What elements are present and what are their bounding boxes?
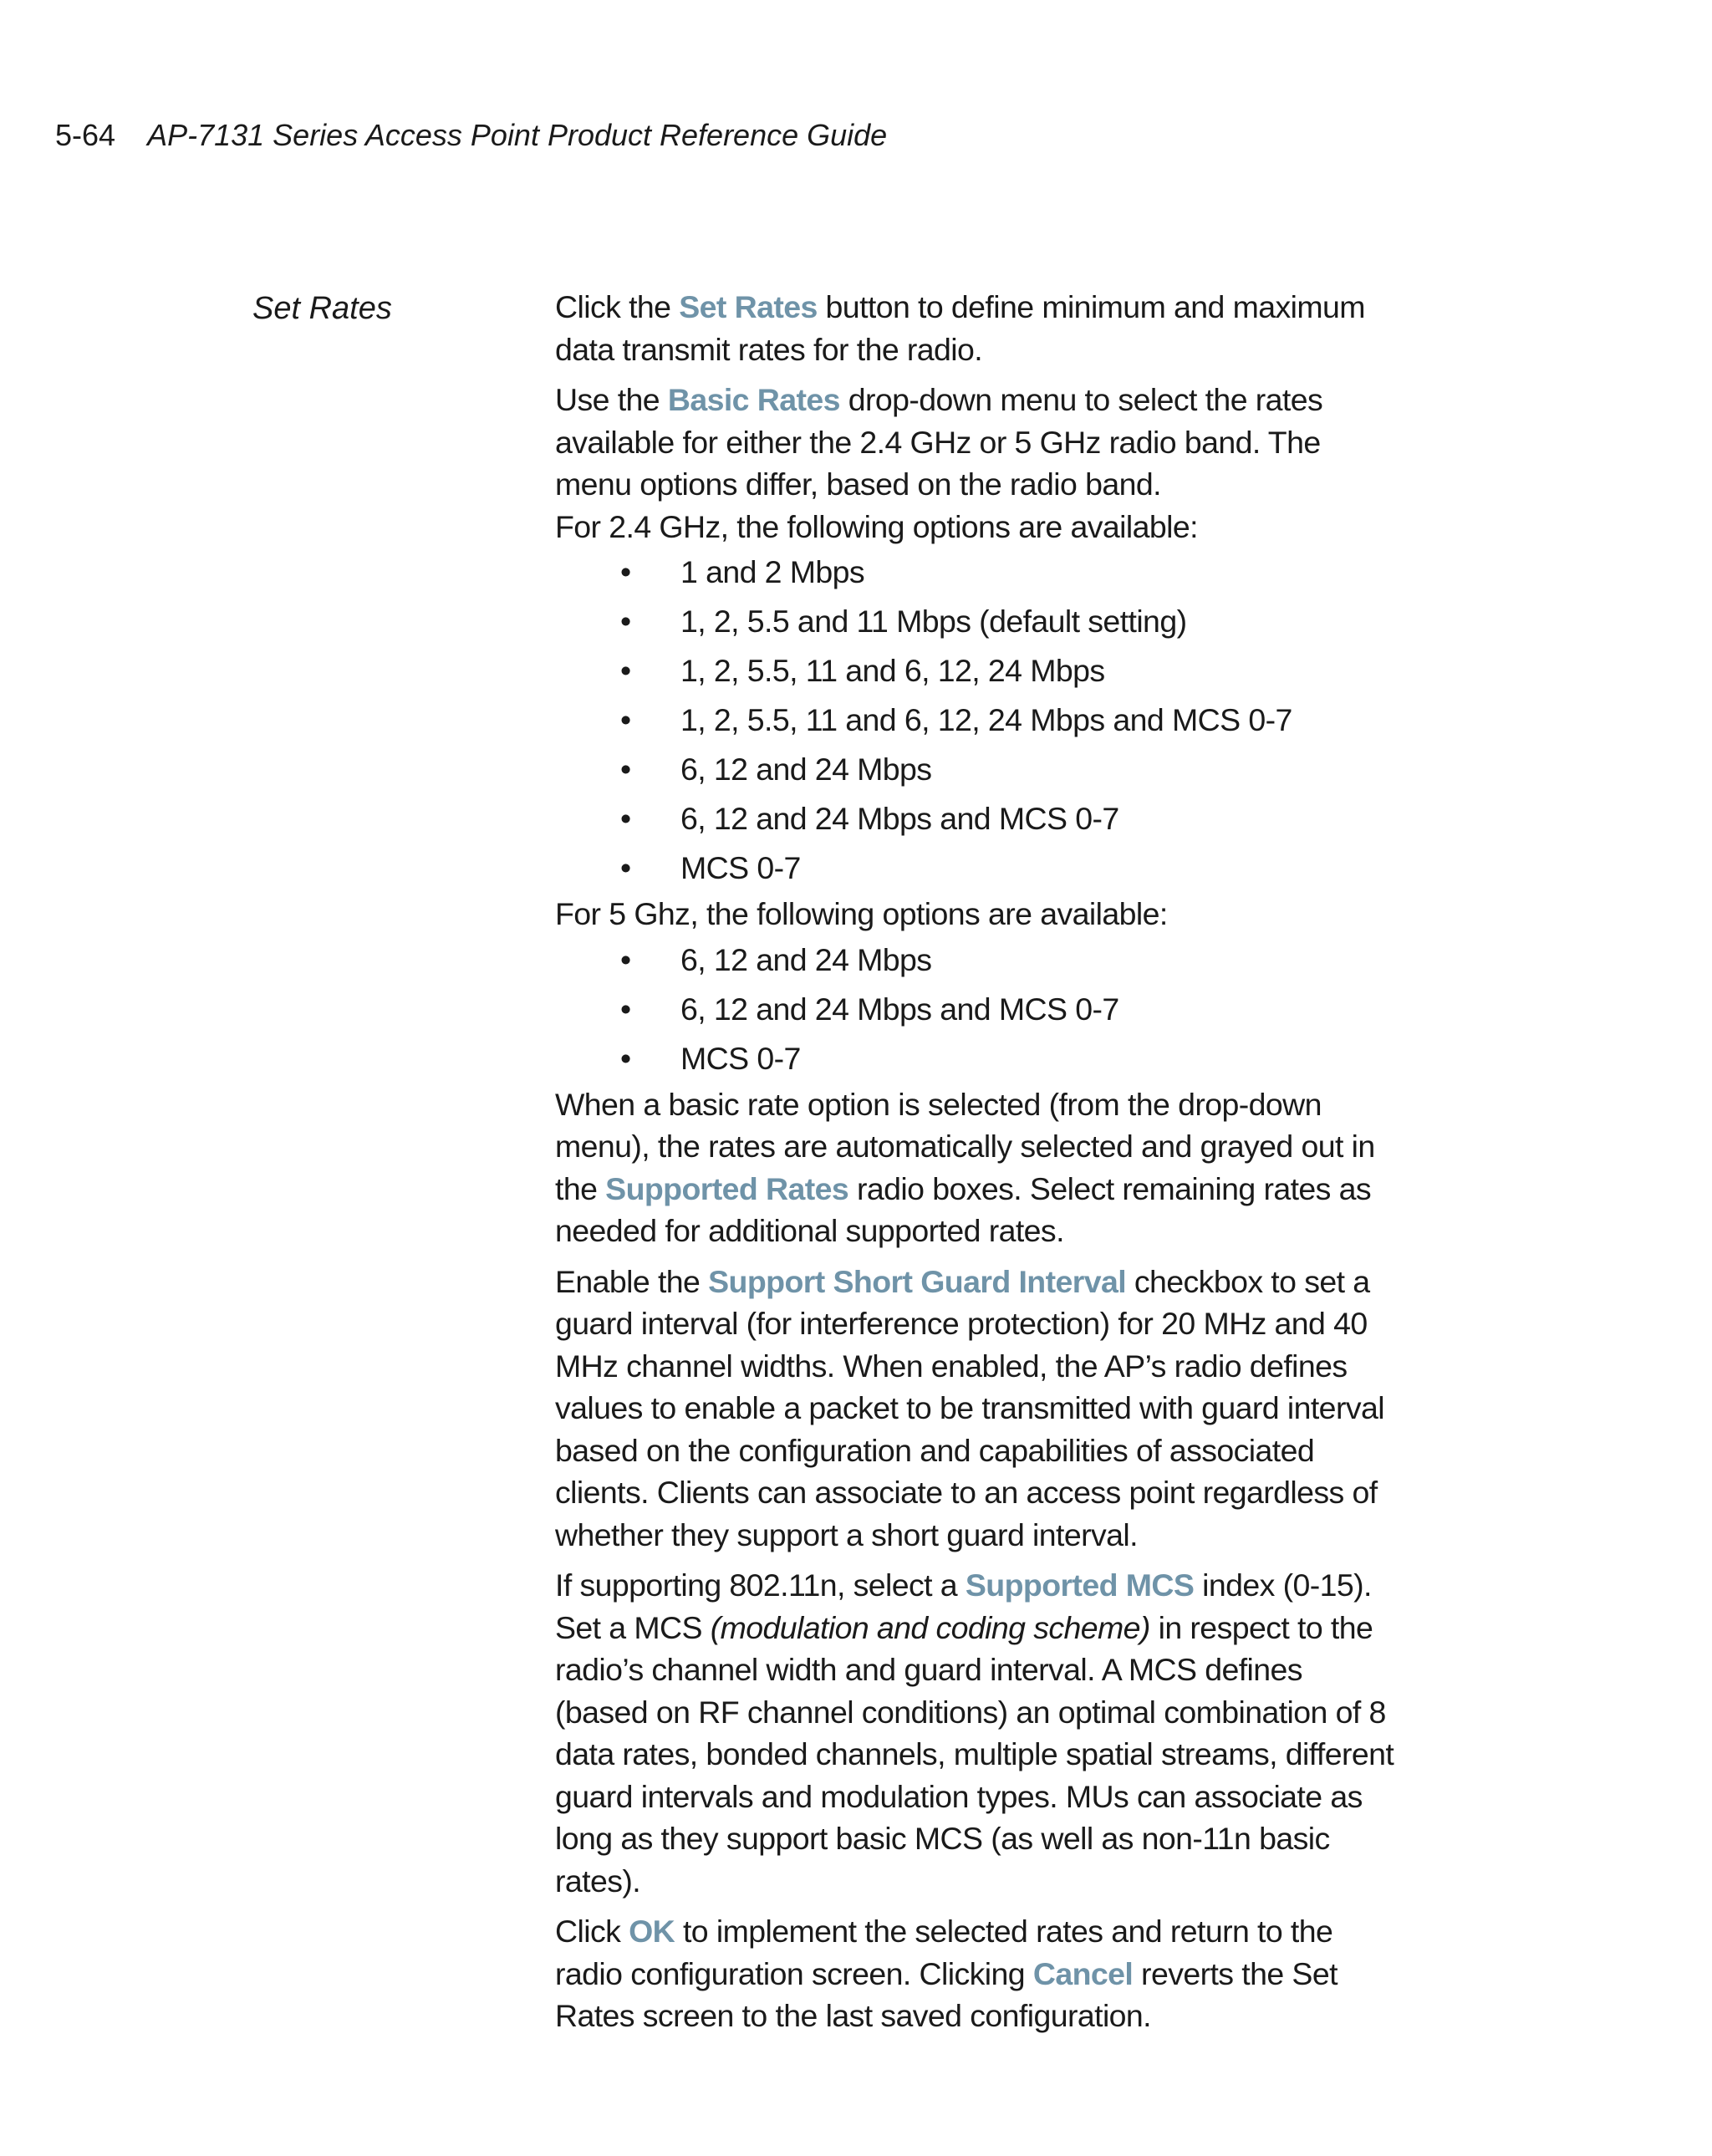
bullet-icon: • — [620, 702, 631, 737]
list-item — [555, 548, 1399, 597]
bullet-icon: • — [620, 801, 631, 836]
list-item — [555, 1034, 1399, 1083]
description-column — [555, 286, 1399, 2046]
supported-rates-paragraph — [555, 1083, 1399, 1252]
text-run: button to define minimum and maximum data transmit rates for the radio. — [555, 289, 1365, 367]
option-text: 1 and 2 Mbps — [680, 554, 865, 589]
list-item — [555, 696, 1399, 745]
supported-rates-keyword: Supported Rates — [605, 1170, 849, 1206]
set-rates-paragraph — [555, 286, 1399, 370]
supported-mcs-paragraph — [555, 1564, 1399, 1902]
term-heading: Set Rates — [252, 291, 392, 326]
option-text: MCS 0-7 — [680, 850, 801, 885]
text-run: checkbox to set a guard interval (for interference protection) for 20 MHz and 40 MHz channel widths. When enabled, the AP’s radio defines values to enable a packet to be transmitted with guard interval based on the configuration and capabilities of associated clients. Clients can associate to an access point regardless of whether they support a short guard interval. — [555, 1263, 1384, 1552]
list-item — [555, 597, 1399, 646]
page-number: 5-64 — [55, 118, 116, 152]
option-text: MCS 0-7 — [680, 1040, 801, 1076]
text-run: index (0-15). Set a MCS — [555, 1567, 1372, 1645]
mcs-definition: (modulation and coding scheme) — [710, 1609, 1150, 1645]
option-text: 1, 2, 5.5, 11 and 6, 12, 24 Mbps — [680, 653, 1105, 688]
ok-cancel-paragraph — [555, 1910, 1399, 2037]
bullet-icon: • — [620, 752, 631, 787]
text-run: drop-down menu to select the rates available for either the 2.4 GHz or 5 GHz radio band. The menu options differ, based on the radio band. — [555, 382, 1323, 502]
text-run: Click the — [555, 289, 680, 324]
bullet-icon: • — [620, 653, 631, 688]
ghz5-options-list — [555, 935, 1399, 1083]
list-item — [555, 844, 1399, 893]
option-text: 6, 12 and 24 Mbps and MCS 0-7 — [680, 801, 1119, 836]
text-run: If supporting 802.11n, select a — [555, 1567, 966, 1603]
ghz24-options-list — [555, 548, 1399, 893]
bullet-icon: • — [620, 554, 631, 589]
set-rates-keyword: Set Rates — [679, 289, 818, 324]
bullet-icon: • — [620, 991, 631, 1027]
bullet-icon: • — [620, 1040, 631, 1076]
supported-mcs-keyword: Supported MCS — [965, 1567, 1195, 1603]
text-run: When a basic rate option is selected (from the drop-down menu), the rates are automatically selected and grayed out in the — [555, 1086, 1375, 1206]
list-item — [555, 646, 1399, 696]
text-run: Use the — [555, 382, 668, 417]
short-guard-interval-keyword: Support Short Guard Interval — [708, 1263, 1127, 1299]
bullet-icon: • — [620, 941, 631, 977]
text-run: to implement the selected rates and return to the radio configuration screen. Clicking — [555, 1914, 1333, 1991]
option-text: 6, 12 and 24 Mbps — [680, 941, 932, 977]
ok-keyword: OK — [629, 1914, 675, 1949]
option-text: 6, 12 and 24 Mbps — [680, 752, 932, 787]
list-item — [555, 794, 1399, 844]
running-header — [55, 117, 887, 154]
text-run: reverts the Set Rates screen to the last saved configuration. — [555, 1955, 1338, 2033]
text-run: Enable the — [555, 1263, 709, 1299]
basic-rates-keyword: Basic Rates — [667, 382, 840, 417]
ghz5-intro: For 5 Ghz, the following options are available: — [555, 896, 1168, 931]
cancel-keyword: Cancel — [1032, 1955, 1134, 1991]
list-item — [555, 985, 1399, 1034]
list-item — [555, 745, 1399, 794]
basic-rates-paragraph — [555, 379, 1399, 506]
text-run: radio boxes. Select remaining rates as needed for additional supported rates. — [555, 1170, 1372, 1248]
bullet-icon: • — [620, 604, 631, 639]
text-run: in respect to the radio’s channel width and guard interval. A MCS defines (based on RF channel conditions) an optimal combination of 8 data rates, bonded channels, multiple spatial streams, different guard intervals and modulation types. MUs can associate as long as they support basic MCS (as well as non-11n basic rates). — [555, 1609, 1394, 1899]
bullet-icon: • — [620, 850, 631, 885]
short-guard-interval-paragraph — [555, 1261, 1399, 1557]
option-text: 1, 2, 5.5, 11 and 6, 12, 24 Mbps and MCS 0-7 — [680, 702, 1292, 737]
text-run: Click — [555, 1914, 629, 1949]
ghz24-intro: For 2.4 GHz, the following options are available: — [555, 508, 1198, 544]
option-text: 1, 2, 5.5 and 11 Mbps (default setting) — [680, 604, 1187, 639]
guide-title: AP-7131 Series Access Point Product Reference Guide — [147, 118, 888, 152]
option-text: 6, 12 and 24 Mbps and MCS 0-7 — [680, 991, 1119, 1027]
list-item — [555, 935, 1399, 985]
